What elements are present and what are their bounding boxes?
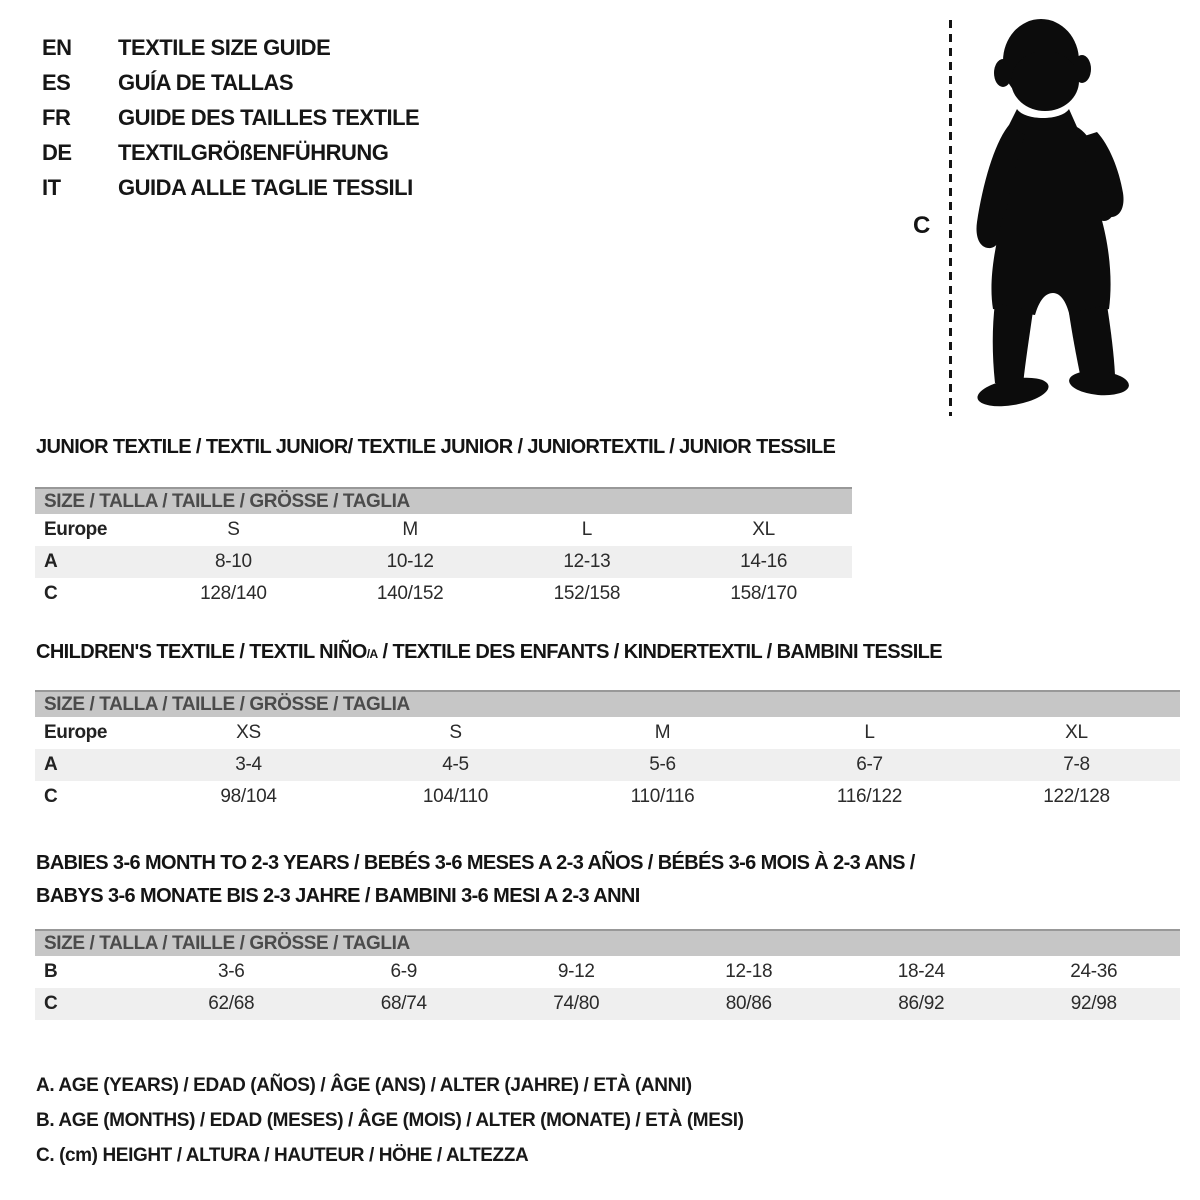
row-label: A xyxy=(44,754,58,775)
table-cell: 110/116 xyxy=(630,786,695,807)
language-code: DE xyxy=(42,139,72,165)
language-title-list xyxy=(42,30,419,205)
table-cell: 92/98 xyxy=(1070,993,1117,1014)
size-header-label: SIZE / TALLA / TAILLE / GRÖSSE / TAGLIA xyxy=(44,490,410,512)
table-cell: L xyxy=(581,519,593,540)
legend-line-b: B. AGE (MONTHS) / EDAD (MESES) / ÂGE (MOIS) / ALTER (MONATE) / ETÀ (MESI) xyxy=(36,1109,744,1131)
language-title: GUIDE DES TAILLES TEXTILE xyxy=(118,104,420,130)
language-row xyxy=(42,30,419,65)
row-label: B xyxy=(44,961,58,982)
table-cell: L xyxy=(864,722,875,743)
language-row xyxy=(42,170,419,205)
size-header-label: SIZE / TALLA / TAILLE / GRÖSSE / TAGLIA xyxy=(44,932,410,954)
table-cell: 122/128 xyxy=(1043,786,1110,807)
language-code: ES xyxy=(42,69,71,95)
language-title: GUIDA ALLE TAGLIE TESSILI xyxy=(118,174,413,200)
table-cell: 24-36 xyxy=(1070,961,1118,982)
legend-line-a: A. AGE (YEARS) / EDAD (AÑOS) / ÂGE (ANS) / ALTER (JAHRE) / ETÀ (ANNI) xyxy=(36,1074,692,1096)
row-label: C xyxy=(44,786,58,807)
table-cell: 6-7 xyxy=(856,754,883,775)
language-title: TEXTILGRÖßENFÜHRUNG xyxy=(118,139,389,165)
table-cell: XS xyxy=(236,722,261,743)
table-cell: M xyxy=(402,519,418,540)
language-row xyxy=(42,65,419,100)
height-measure-label: C xyxy=(913,212,931,239)
table-row xyxy=(35,956,1180,988)
row-label: A xyxy=(44,551,58,572)
section-title-junior: JUNIOR TEXTILE / TEXTIL JUNIOR/ TEXTILE JUNIOR / JUNIORTEXTIL / JUNIOR TESSILE xyxy=(36,436,836,458)
table-cell: 5-6 xyxy=(649,754,676,775)
table-cell: 3-6 xyxy=(217,961,245,982)
table-row xyxy=(35,546,852,578)
table-cell: 98/104 xyxy=(220,786,277,807)
table-cell: 68/74 xyxy=(380,993,427,1014)
language-row xyxy=(42,135,419,170)
table-cell: XL xyxy=(1065,722,1088,743)
toddler-silhouette-image xyxy=(965,16,1140,418)
title-line: BABIES 3-6 MONTH TO 2-3 YEARS / BEBÉS 3-6 MESES A 2-3 AÑOS / BÉBÉS 3-6 MOIS À 2-3 ANS / xyxy=(36,852,915,874)
table-row xyxy=(35,514,852,546)
title-line: BABYS 3-6 MONATE BIS 2-3 JAHRE / BAMBINI 3-6 MESI A 2-3 ANNI xyxy=(36,885,640,907)
table-cell: 128/140 xyxy=(200,583,267,604)
table-cell: 8-10 xyxy=(214,551,252,572)
table-cell: 104/110 xyxy=(422,786,489,807)
table-cell: 14-16 xyxy=(740,551,788,572)
table-cell: 10-12 xyxy=(386,551,434,572)
table-row xyxy=(35,578,852,610)
table-row xyxy=(35,988,1180,1020)
language-code: IT xyxy=(42,174,61,200)
size-header-bar xyxy=(35,929,1180,956)
measure-legend xyxy=(36,1068,744,1173)
table-cell: 152/158 xyxy=(553,583,621,604)
table-row xyxy=(35,717,1180,749)
babies-size-table xyxy=(35,929,1180,1020)
table-cell: XL xyxy=(752,519,775,540)
table-cell: 116/122 xyxy=(836,786,903,807)
table-cell: 12-13 xyxy=(563,551,611,572)
size-header-bar xyxy=(35,487,852,514)
table-cell: 18-24 xyxy=(897,961,945,982)
title-subscript: /A xyxy=(366,647,378,661)
table-cell: M xyxy=(654,722,671,743)
table-cell: 6-9 xyxy=(390,961,418,982)
row-label: Europe xyxy=(44,722,108,743)
row-label: C xyxy=(44,583,58,604)
language-code: EN xyxy=(42,34,72,60)
language-title: TEXTILE SIZE GUIDE xyxy=(118,34,331,60)
title-text: / TEXTILE DES ENFANTS / KINDERTEXTIL / BAMBINI TESSILE xyxy=(377,641,943,663)
language-row xyxy=(42,100,419,135)
table-cell: 7-8 xyxy=(1063,754,1090,775)
size-header-bar xyxy=(35,690,1180,717)
table-cell: 80/86 xyxy=(725,993,772,1014)
height-measure-dashed-line xyxy=(949,20,952,416)
junior-size-table xyxy=(35,487,852,610)
table-cell: 12-18 xyxy=(725,961,773,982)
table-cell: 158/170 xyxy=(730,583,797,604)
table-cell: S xyxy=(227,519,240,540)
table-row xyxy=(35,781,1180,813)
legend-line-c: C. (cm) HEIGHT / ALTURA / HAUTEUR / HÖHE / ALTEZZA xyxy=(36,1144,529,1166)
title-text: CHILDREN'S TEXTILE / TEXTIL NIÑO xyxy=(36,641,367,663)
table-row xyxy=(35,749,1180,781)
row-label: Europe xyxy=(44,519,108,540)
table-cell: 62/68 xyxy=(208,993,255,1014)
language-code: FR xyxy=(42,104,71,130)
table-cell: 3-4 xyxy=(235,754,262,775)
table-cell: 74/80 xyxy=(553,993,600,1014)
table-cell: S xyxy=(449,722,462,743)
section-title-children xyxy=(36,641,942,664)
size-header-label: SIZE / TALLA / TAILLE / GRÖSSE / TAGLIA xyxy=(44,693,410,715)
children-size-table xyxy=(35,690,1180,813)
table-cell: 4-5 xyxy=(442,754,469,775)
language-title: GUÍA DE TALLAS xyxy=(118,69,294,95)
table-cell: 9-12 xyxy=(557,961,595,982)
table-cell: 86/92 xyxy=(898,993,945,1014)
section-title-babies xyxy=(36,847,915,913)
table-cell: 140/152 xyxy=(376,583,444,604)
row-label: C xyxy=(44,993,58,1014)
